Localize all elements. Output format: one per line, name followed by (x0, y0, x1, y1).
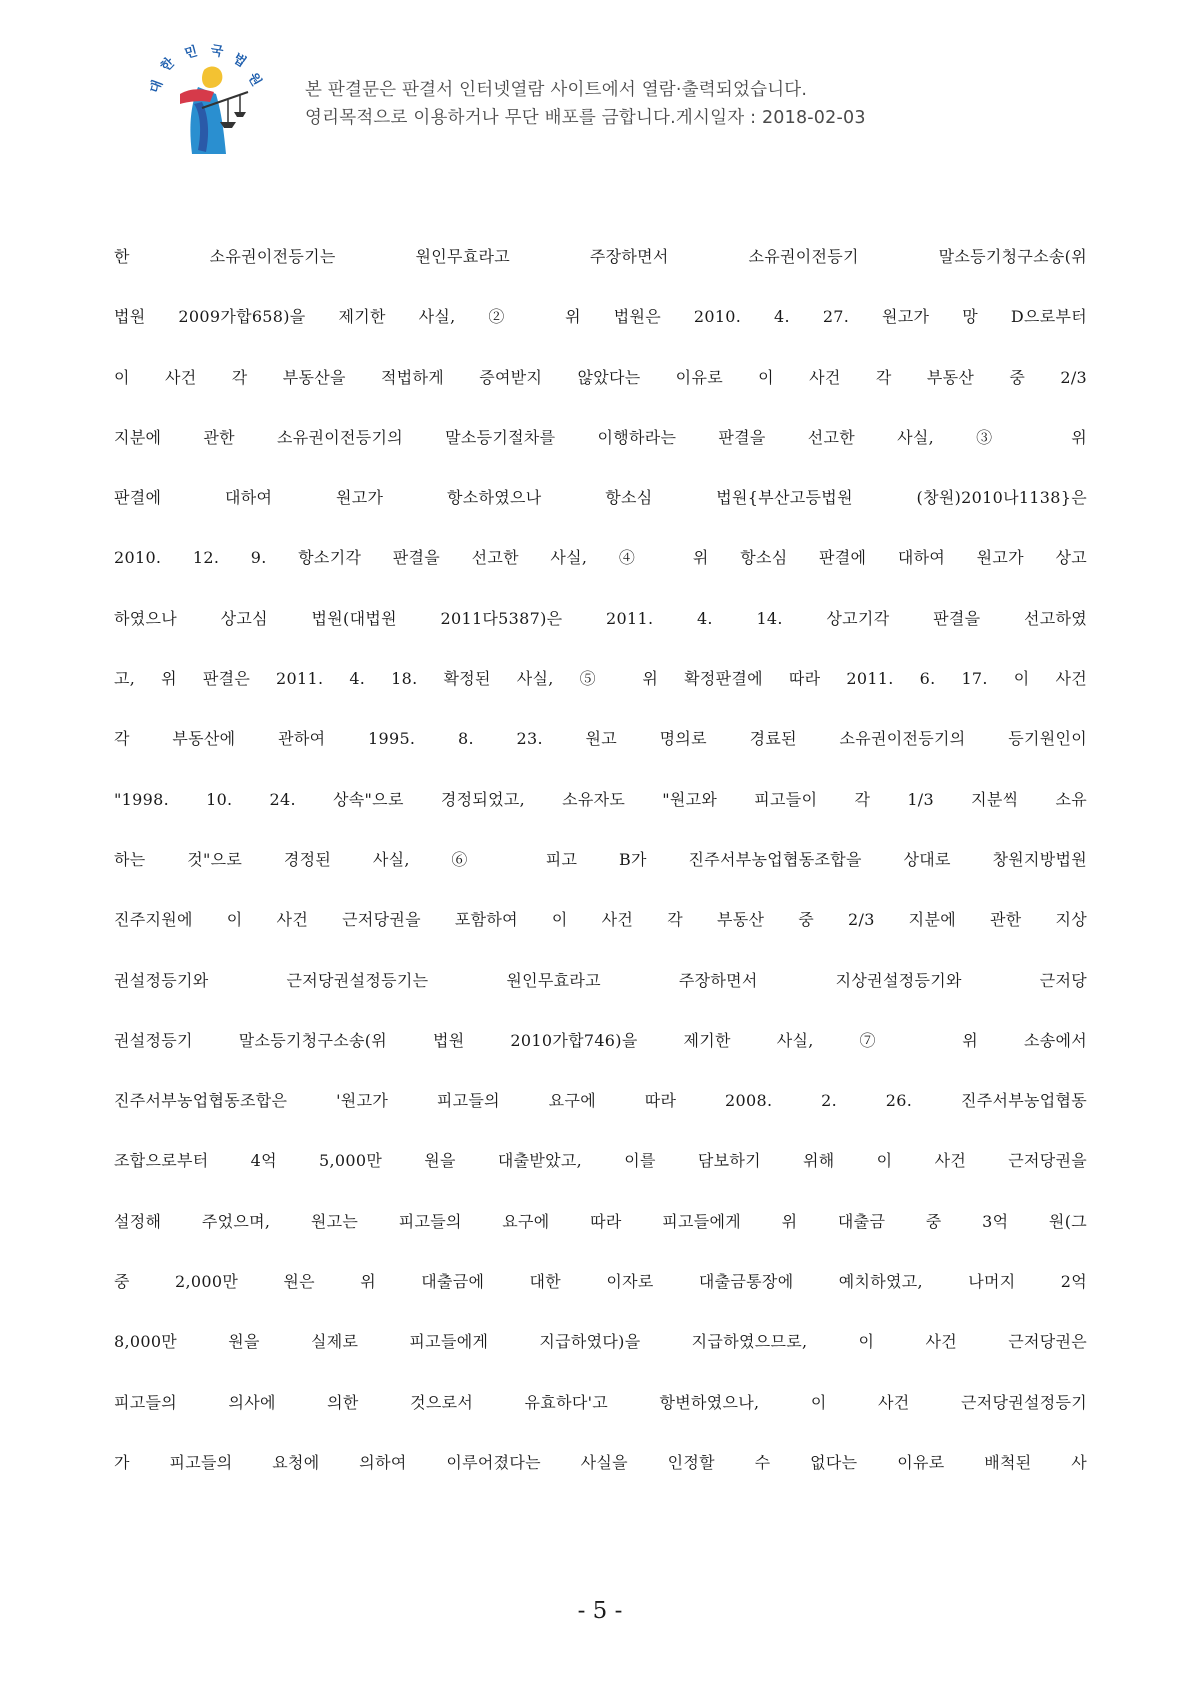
body-line-16: 조합으로부터 4억 5,000만 원을 대출받았고, 이를 담보하기 위해 이 사건 근저당권을 (114, 1151, 1087, 1171)
body-line-13: 권설정등기와 근저당권설정등기는 원인무효라고 주장하면서 지상권설정등기와 근저당 (114, 970, 1087, 990)
svg-text:원: 원 (244, 70, 264, 89)
body-line-17: 설정해 주었으며, 원고는 피고들의 요구에 따라 피고들에게 위 대출금 중 3억 원(그 (114, 1211, 1087, 1231)
body-line-12: 진주지원에 이 사건 근저당권을 포함하여 이 사건 각 부동산 중 2/3 지분에 관한 지상 (114, 910, 1087, 930)
body-line-7: 하였으나 상고심 법원(대법원 2011다5387)은 2011. 4. 14. 상고기각 판결을 선고하였 (114, 608, 1087, 628)
notice-line-2: 영리목적으로 이용하거나 무단 배포를 금합니다.게시일자 : 2018-02-03 (305, 108, 866, 128)
svg-text:한: 한 (158, 55, 178, 75)
document-body (114, 242, 1087, 1508)
page-number: - 5 - (577, 1598, 623, 1624)
body-line-10: "1998. 10. 24. 상속"으로 경정되었고, 소유자도 "원고와 피고들이 각 1/3 지분씩 소유 (114, 789, 1087, 809)
body-line-6: 2010. 12. 9. 항소기각 판결을 선고한 사실, ④ 위 항소심 판결에 대하여 원고가 상고 (114, 548, 1087, 568)
court-logo-icon (140, 42, 290, 162)
body-line-1: 한 소유권이전등기는 원인무효라고 주장하면서 소유권이전등기 말소등기청구소송(위 (114, 247, 1087, 266)
notice-line-1: 본 판결문은 판결서 인터넷열람 사이트에서 열람·출력되었습니다. (305, 80, 808, 100)
body-line-9: 각 부동산에 관하여 1995. 8. 23. 원고 명의로 경료된 소유권이전등기의 등기원인이 (114, 729, 1087, 749)
document-header (140, 42, 1040, 162)
body-line-18: 중 2,000만 원은 위 대출금에 대한 이자로 대출금통장에 예치하였고, 나머지 2억 (114, 1272, 1087, 1292)
body-line-3: 이 사건 각 부동산을 적법하게 증여받지 않았다는 이유로 이 사건 각 부동산 중 2/3 (114, 367, 1087, 387)
body-line-21: 가 피고들의 요청에 의하여 이루어졌다는 사실을 인정할 수 없다는 이유로 배척된 사 (114, 1452, 1087, 1472)
svg-text:대: 대 (147, 78, 167, 96)
notice-text (305, 76, 866, 132)
body-line-20: 피고들의 의사에 의한 것으로서 유효하다'고 항변하였으나, 이 사건 근저당권설정등기 (114, 1392, 1087, 1412)
body-line-15: 진주서부농업협동조합은 '원고가 피고들의 요구에 따라 2008. 2. 26. 진주서부농업협동 (114, 1091, 1087, 1111)
body-line-2: 법원 2009가합658)을 제기한 사실, ② 위 법원은 2010. 4. 27. 원고가 망 D으로부터 (114, 307, 1087, 327)
body-line-19: 8,000만 원을 실제로 피고들에게 지급하였다)을 지급하였으므로, 이 사건 근저당권은 (114, 1332, 1087, 1352)
body-line-4: 지분에 관한 소유권이전등기의 말소등기절차를 이행하라는 판결을 선고한 사실, ③ 위 (114, 427, 1087, 447)
body-line-11: 하는 것"으로 경정된 사실, ⑥ 피고 B가 진주서부농업협동조합을 상대로 창원지방법원 (114, 849, 1087, 869)
body-line-8: 고, 위 판결은 2011. 4. 18. 확정된 사실, ⑤ 위 확정판결에 따라 2011. 6. 17. 이 사건 (114, 669, 1087, 689)
svg-text:법: 법 (229, 50, 249, 71)
svg-text:국: 국 (209, 43, 225, 61)
svg-text:민: 민 (183, 44, 200, 62)
body-line-14: 권설정등기 말소등기청구소송(위 법원 2010가합746)을 제기한 사실, ⑦ 위 소송에서 (114, 1030, 1087, 1050)
body-line-5: 판결에 대하여 원고가 항소하였으나 항소심 법원{부산고등법원 (창원)2010나1138}은 (114, 488, 1087, 508)
